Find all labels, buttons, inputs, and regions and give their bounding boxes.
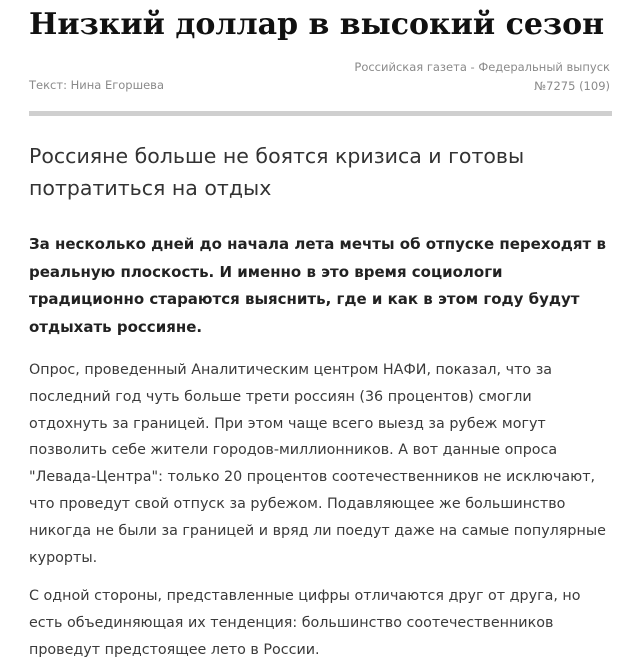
article-headline: Низкий доллар в высокий сезон — [29, 7, 605, 42]
article-paragraph: С одной стороны, представленные цифры отличаются друг от друга, но есть объединяющая их тенденция: большинство соотечественников проведут предстоящее лето в России. — [29, 588, 581, 658]
issue-number[interactable]: №7275 (109) — [534, 79, 610, 93]
article-paragraph: Опрос, проведенный Аналитическим центром НАФИ, показал, что за последний год чуть больше трети россиян (36 процентов) смогли отдохнуть за границей. При этом чаще всего выезд за рубеж могут позволить себе жители городов-миллионников. А вот данные опроса "Левада-Центра": только 20 процентов соотечественников не исключают, что проведут свой отпуск за рубежом. Подавляющее же большинство никогда не были за границей и вряд ли поедут даже на самые популярные курорты. — [29, 362, 606, 566]
header-divider — [29, 111, 612, 116]
publication-name[interactable]: Российская газета - Федеральный выпуск — [354, 60, 610, 74]
article-subtitle: Россияне больше не боятся кризиса и готовы потратиться на отдых — [29, 144, 525, 200]
publication-info — [354, 58, 610, 96]
article-author: Текст: Нина Егоршева — [29, 78, 165, 92]
article-lead: За несколько дней до начала лета мечты об отпуске переходят в реальную плоскость. И именно в это время социологи традиционно стараются выяснить, где и как в этом году будут отдыхать россияне. — [29, 235, 606, 337]
